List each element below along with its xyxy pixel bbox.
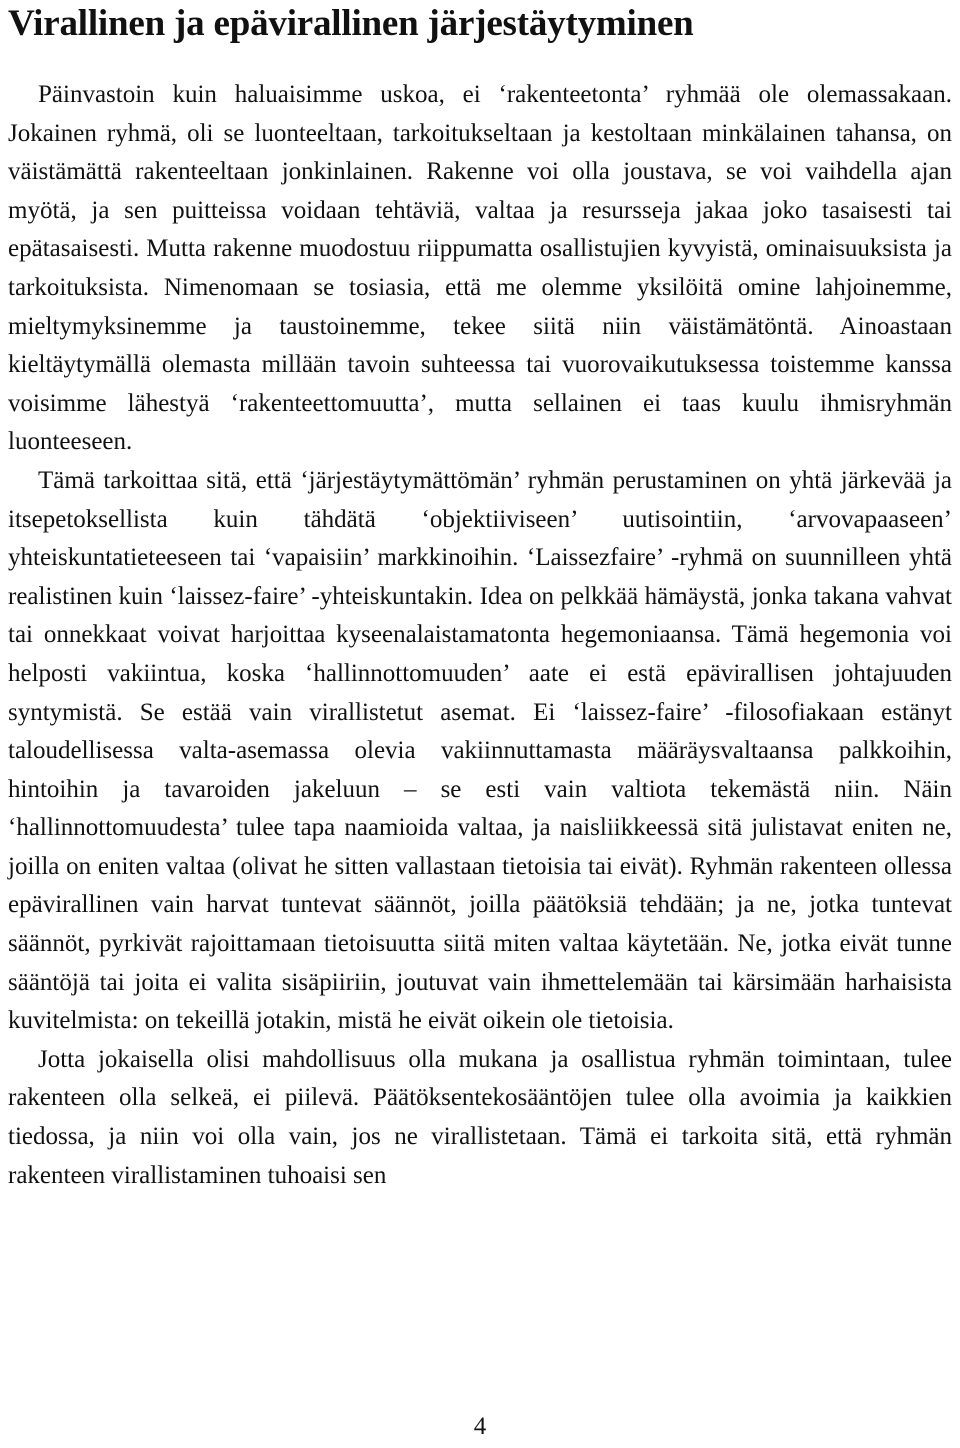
paragraph-1: Päinvastoin kuin haluaisimme uskoa, ei ‘rakenteetonta’ ryhmää ole olemassakaan. Jokainen ryhmä, oli se luonteeltaan, tarkoitukseltaan ja kestoltaan minkälainen tahansa, on väistämättä rakenteeltaan jonkinlainen. Rakenne voi olla joustava, se voi vaihdella ajan myötä, ja sen puitteissa voidaan tehtäviä, valtaa ja resursseja jakaa joko tasaisesti tai epätasaisesti. Mutta rakenne muodostuu riippumatta osallistujien kyvyistä, ominaisuuksista ja tarkoituksista. Nimenomaan se tosiasia, että me olemme yksilöitä omine lahjoinemme, mieltymyksinemme ja taustoinemme, tekee siitä niin väistämätöntä. Ainoastaan kieltäytymällä olemasta millään tavoin suhteessa tai vuorovaikutuksessa toistemme kanssa voisimme lähestyä ‘rakenteettomuutta’, mutta sellainen ei taas kuulu ihmisryhmän luonteeseen. [8, 81, 952, 456]
paragraph-2: Tämä tarkoittaa sitä, että ‘järjestäytymättömän’ ryhmän perustaminen on yhtä järkevää ja itsepetoksellista kuin tähdätä ‘objektiiviseen’ uutisointiin, ‘arvovapaaseen’ yhteiskuntatieteeseen tai ‘vapaisiin’ markkinoihin. ‘Laissezfaire’ -ryhmä on suunnilleen yhtä realistinen kuin ‘laissez-faire’ -yhteiskuntakin. Idea on pelkkää hämäystä, jonka takana vahvat tai onnekkaat voivat harjoittaa kyseenalaistamatonta hegemoniaansa. Tämä hegemonia voi helposti vakiintua, koska ‘hallinnottomuuden’ aate ei estä epävirallisen johtajuuden syntymistä. Se estää vain virallistetut asemat. Ei ‘laissez-faire’ -filosofiakaan estänyt taloudellisessa valta-asemassa olevia vakiinnuttamasta määräysvaltaansa palkkoihin, hintoihin ja tavaroiden jakeluun – se esti vain valtiota tekemästä niin. Näin ‘hallinnottomuudesta’ tulee tapa naamioida valtaa, ja naisliikkeessä sitä julistavat eniten ne, joilla on eniten valtaa (olivat he sitten vallastaan tietoisia tai eivät). Ryhmän rakenteen ollessa epävirallinen vain harvat tuntevat säännöt, joilla päätöksiä tehdään; ja ne, jotka tuntevat säännöt, pyrkivät rajoittamaan tietoisuutta siitä miten valtaa käytetään. Ne, jotka eivät tunne sääntöjä tai joita ei valita sisäpiiriin, joutuvat vain ihmettelemään tai kärsimään harhaisista kuvitelmista: on tekeillä jotakin, mistä he eivät oikein ole tietoisia. [8, 466, 952, 1035]
document-page [8, 0, 952, 1195]
section-body [8, 76, 952, 1195]
paragraph-3: Jotta jokaisella olisi mahdollisuus olla mukana ja osallistua ryhmän toimintaan, tulee rakenteen olla selkeä, ei piilevä. Päätöksentekosääntöjen tulee olla avoimia ja kaikkien tiedossa, ja niin voi olla vain, jos ne virallistetaan. Tämä ei tarkoita sitä, että ryhmän rakenteen virallistaminen tuhoaisi sen [8, 1045, 952, 1189]
section-title: Virallinen ja epävirallinen järjestäytyminen [8, 3, 694, 44]
page-number: 4 [473, 1413, 487, 1440]
